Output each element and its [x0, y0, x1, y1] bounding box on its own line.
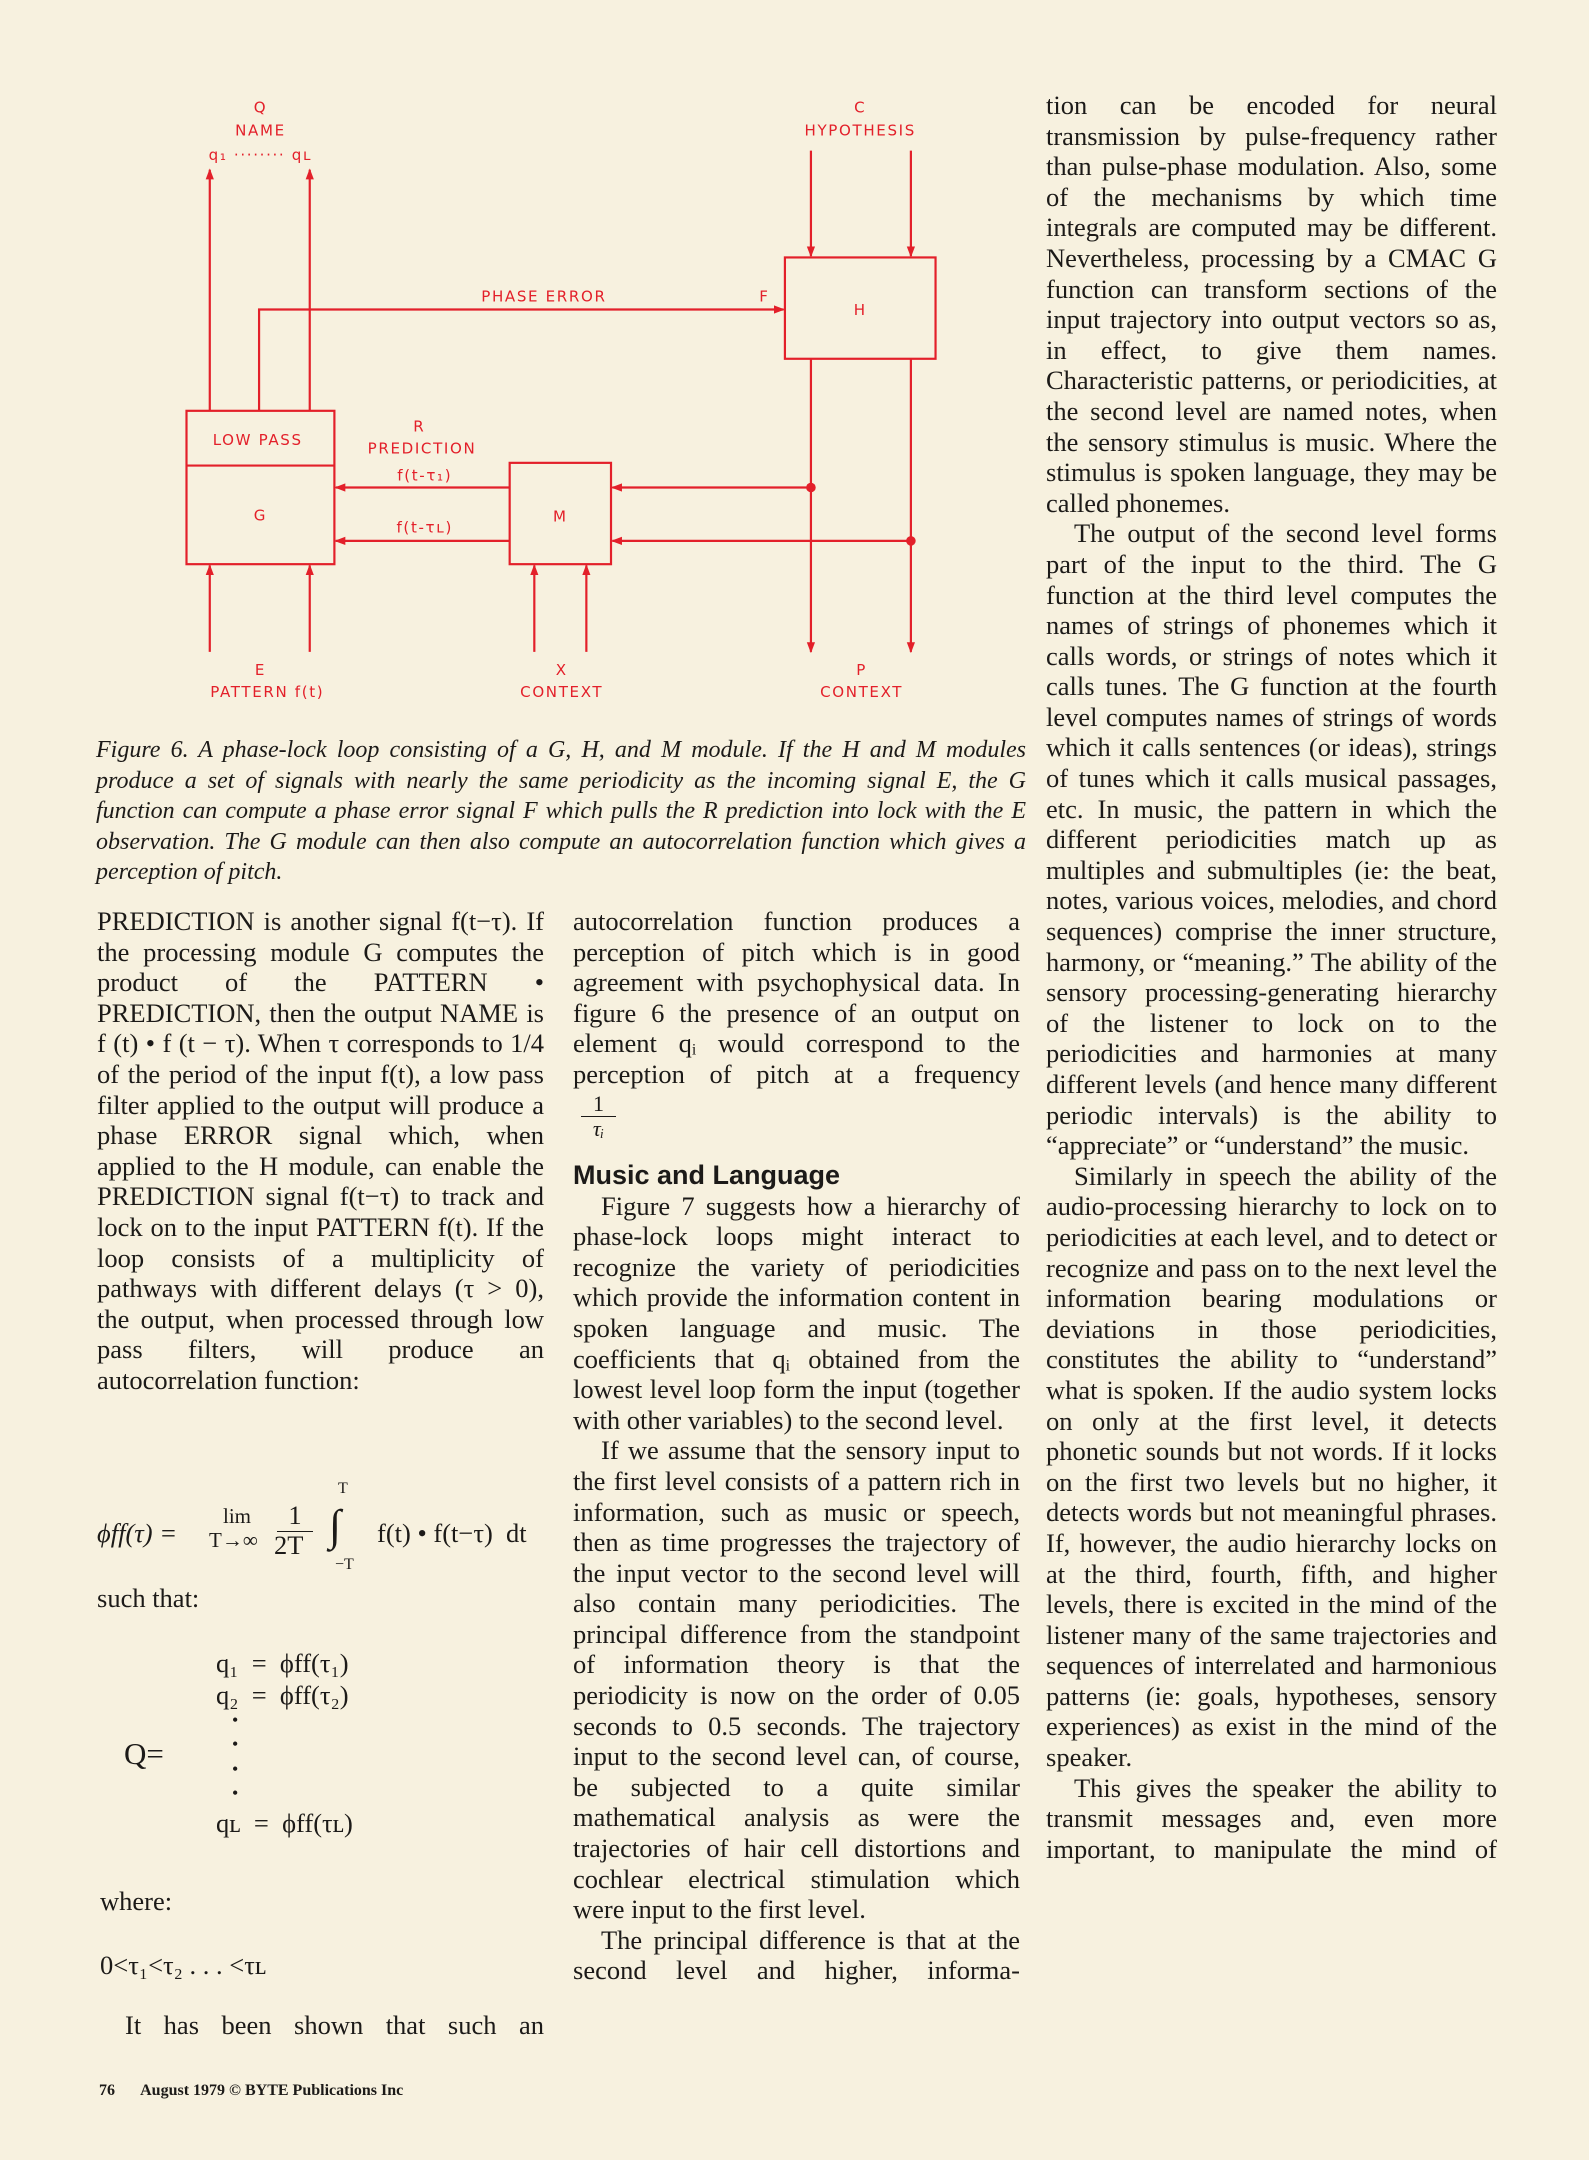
label-hypothesis: HYPOTHESIS — [804, 121, 916, 140]
paragraph: The output of the second level forms part of the input to the third. The G function at the third level computes the names of strings of phonemes which it calls words, or strings of notes which it calls tunes. The G function at the fourth level computes names of strings of words which it calls sentences (or ideas), strings of tunes which it calls musical passages, etc. In music, the pattern in which the different periodicities match up as multiples and submultiples (ie: the beat, notes, various voices, melodies, and chord sequences) comprise the inner structure, harmony, or “meaning.” The ability of the sensory processing-generating hierarchy of the listener to lock on to the periodicities and harmonies at many different levels (and hence many different periodic intervals) is the ability to “appreciate” or “understand” the music. — [1046, 518, 1497, 1161]
label-x: X — [555, 661, 568, 680]
label-f-taul: f(t-τʟ) — [396, 518, 454, 537]
middle-column — [573, 906, 1020, 1986]
label-h: H — [853, 300, 867, 319]
frequency-fraction — [581, 1092, 616, 1141]
label-context-x: CONTEXT — [520, 683, 604, 702]
right-column — [1046, 90, 1497, 1864]
junction-dot — [906, 536, 916, 546]
label-c: C — [854, 98, 867, 117]
publication-credit: August 1979 © BYTE Publications Inc — [140, 2082, 404, 2099]
formula-lower: −T — [335, 1556, 354, 1573]
label-p: P — [856, 661, 867, 680]
label-g: G — [253, 506, 268, 525]
formula-upper: T — [338, 1480, 348, 1497]
integral-sign: ∫ — [329, 1501, 342, 1550]
q-row-1: q₁ = ϕff(τ₁) — [216, 1648, 349, 1678]
formula-lim: lim — [223, 1504, 252, 1528]
q-vector-label: Q= — [124, 1736, 164, 1771]
label-q: Q — [253, 98, 268, 117]
q-dot: • — [232, 1734, 239, 1754]
label-e: E — [254, 661, 267, 680]
label-low-pass: LOW PASS — [212, 431, 303, 450]
paragraph: Figure 7 suggests how a hierarchy of phase-lock loops might interact to recognize the variety of periodicities which provide the information content in spoken language and music. The coefficients that qᵢ obtained from the lowest level loop form the input (together with other variables) to the second level. — [573, 1190, 1020, 1435]
q-dot: • — [232, 1783, 239, 1803]
q-row-2: q₂ = ϕff(τ₂) — [216, 1680, 349, 1710]
label-pattern: PATTERN f(t) — [210, 683, 325, 702]
label-phase-error: PHASE ERROR — [481, 287, 607, 306]
formula-integrand: f(t) • f(t−τ) dt — [377, 1518, 527, 1548]
label-f: F — [759, 287, 770, 306]
page-footer — [99, 2082, 403, 2100]
paragraph: tion can be encoded for neural transmission by pulse-frequency rather than pulse-phase modulation. Also, some of the mechanisms by which time integrals are computed may be different. Nevertheless, processing by a CMAC G function can transform sections of the input trajectory into output vectors so as, in effect, to give them names. Characteristic patterns, or periodicities, at the second level are named notes, when the sensory stimulus is music. Where the stimulus is spoken language, they may be called phonemes. — [1046, 90, 1497, 518]
q-row-l: qʟ = ϕff(τʟ) — [216, 1808, 353, 1838]
paragraph: This gives the speaker the ability to transmit messages and, even more important, to manipulate the mind of — [1046, 1772, 1497, 1864]
label-name: NAME — [235, 121, 286, 140]
paragraph: If we assume that the sensory input to the first level consists of a pattern rich in information, such as music or speech, then as time progresses the trajectory of the input vector to the second level will also contain many periodicities. The principal difference from the standpoint of information theory is that the periodicity is now on the order of 0.05 seconds to 0.5 seconds. The trajectory input to the second level can, of course, be subjected to a quite similar mathematical analysis as were the trajectories of hair cell distortions and cochlear electrical stimulation which were input to the first level. — [573, 1435, 1020, 1925]
formula-lhs: ϕff(τ) = — [97, 1518, 178, 1548]
q-dot: • — [232, 1759, 239, 1779]
page-number: 76 — [99, 2082, 115, 2099]
where-label: where: — [100, 1886, 173, 1916]
label-context-p: CONTEXT — [820, 683, 904, 702]
q-dot: • — [232, 1710, 239, 1730]
formula-num: 1 — [277, 1500, 313, 1532]
figure-caption: Figure 6. A phase-lock loop consisting of a G, H, and M module. If the H and M modules produce a set of signals with nearly the same periodicity as the incoming signal E, the G function can compute a phase error signal F which pulls the R prediction into lock with the E observation. The G module can then also compute an autocorrelation function which gives a perception of pitch. — [96, 737, 1026, 886]
label-q-range: q₁ ········ qʟ — [208, 146, 313, 165]
paragraph: It has been shown that such an — [125, 2010, 544, 2040]
label-r: R — [413, 417, 426, 436]
formula-lim-sub: T→∞ — [209, 1528, 258, 1552]
fraction-denominator: τᵢ — [592, 1115, 605, 1141]
label-m: M — [553, 507, 568, 526]
paragraph: PREDICTION is another signal f(t−τ). If the processing module G computes the product of the PATTERN • PREDICTION, then the output NAME is f (t) • f (t − τ). When τ corresponds to 1/4 of the period of the input f(t), a low pass filter applied to the output will produce a phase ERROR signal which, when applied to the H module, can enable the PREDICTION signal f(t−τ) to track and lock on to the input PATTERN f(t). If the loop consists of a multiplicity of pathways with different delays (τ > 0), the output, when processed through low pass filters, will produce an autocorrelation function: — [97, 906, 544, 1395]
fraction-numerator: 1 — [581, 1092, 616, 1117]
tau-inequality: 0<τ₁<τ₂ . . . <τʟ — [100, 1950, 267, 1980]
junction-dot — [806, 483, 816, 493]
formula-den: 2T — [274, 1530, 304, 1560]
such-that-label: such that: — [97, 1583, 200, 1613]
paragraph: autocorrelation function produces a perception of pitch which is in good agreement with psychophysical data. In figure 6 the presence of an output on element qᵢ would correspond to the perception of pitch at a frequency — [573, 906, 1020, 1089]
section-heading: Music and Language — [573, 1159, 841, 1190]
phase-error-line — [259, 309, 783, 410]
label-prediction: PREDICTION — [367, 439, 477, 458]
label-f-tau1: f(t-τ₁) — [397, 466, 453, 485]
left-column — [97, 906, 544, 1396]
paragraph: The principal difference is that at the second level and higher, informa- — [573, 1924, 1020, 1986]
paragraph: Similarly in speech the ability of the audio-processing hierarchy to lock on to periodicities at each level, and to detect or recognize and pass on to the next level the information bearing modulations or deviations in those periodicities, constitutes the ability to “understand” what is spoken. If the audio system locks on only at the first level, it detects phonetic sounds but not words. If it locks on the first two levels but no higher, it detects words but not meaningful phrases. If, however, the audio hierarchy locks on at the third, fourth, fifth, and higher levels, there is excited in the mind of the listener many of the same trajectories and sequences of interrelated and harmonious patterns (ie: goals, hypotheses, sensory experiences) as exist in the mind of the speaker. — [1046, 1160, 1497, 1773]
